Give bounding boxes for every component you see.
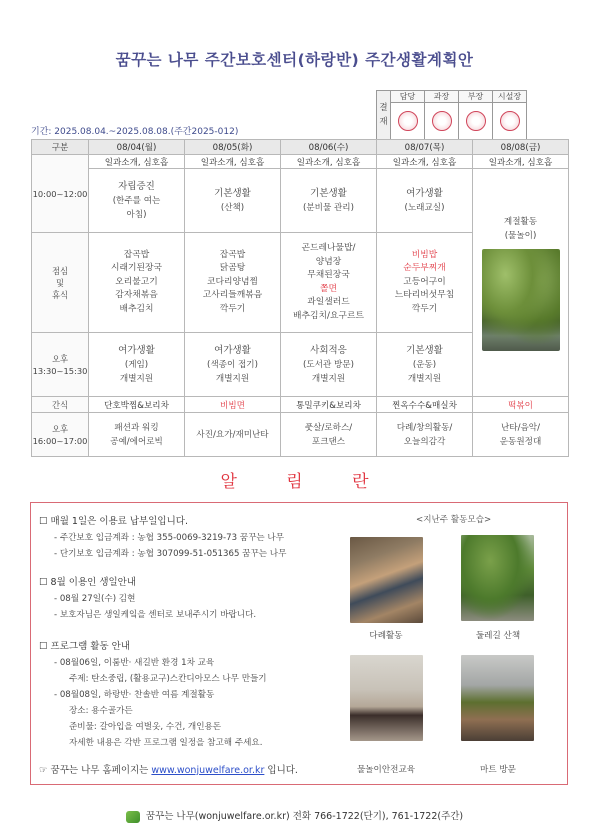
activity-name: 여가생활: [406, 187, 443, 199]
notice-line: - 08월06일, 이룸반· 새길반 환경 1차 교육: [54, 658, 215, 668]
tea-ceremony-photo: [350, 537, 423, 623]
activity-name: 기본생활: [214, 187, 251, 199]
approval-role: 부장: [459, 91, 493, 103]
homepage-link[interactable]: www.wonjuwelfare.or.kr: [151, 765, 265, 776]
day-header: 08/06(수): [281, 140, 377, 155]
menu-item: 감자채볶음: [115, 290, 158, 301]
program-lines: [39, 655, 267, 751]
intro-cell: 일과소개, 심호흡: [281, 155, 377, 169]
activity-support: 개별지원: [407, 373, 442, 384]
activity-detail: 아침): [126, 209, 147, 220]
late-activity: 사진/요가/재미난타: [196, 429, 269, 440]
mart-visit-photo: [461, 655, 534, 741]
notice-heading-program: ☐ 프로그램 활동 안내: [39, 641, 130, 652]
morning-cell: [281, 169, 377, 233]
activity-detail: (산책): [220, 202, 245, 213]
seal-stamp-icon: [432, 111, 452, 131]
lunch-label-line: 휴식: [51, 289, 69, 300]
late-activity: 공예/에어로빅: [110, 436, 163, 447]
activity-name: 여가생활: [214, 344, 251, 356]
program-notice: [39, 638, 267, 751]
activity-detail: (물놀이): [504, 230, 537, 241]
lunch-cell: [377, 233, 473, 333]
header-label: 구분: [32, 140, 89, 155]
outing-photo: [482, 249, 560, 351]
row-label-morning: 10:00~12:00: [32, 155, 89, 233]
approval-sign-cell: [391, 103, 425, 140]
notice-line: 장소: 용수골가든: [69, 706, 133, 716]
menu-item: 시래기된장국: [111, 263, 162, 274]
approval-sign-cell: [425, 103, 459, 140]
late-activity: 다례/창의활동/: [396, 422, 453, 433]
lunch-cell: [185, 233, 281, 333]
schedule-period: 기간: 2025.08.04.~2025.08.08.(주간2025-012): [31, 127, 239, 137]
activity-detail: (분비물 관리): [303, 202, 354, 213]
menu-item: 느타리버섯무침: [394, 290, 455, 301]
late-cell: [377, 413, 473, 457]
morning-cell: [89, 169, 185, 233]
day-header: 08/04(월): [89, 140, 185, 155]
homepage-suffix: 입니다.: [267, 765, 298, 776]
approval-side-label: 결재: [377, 91, 391, 140]
approval-sign-cell: [459, 103, 493, 140]
snack-cell: 통밀쿠키&보리차: [281, 397, 377, 413]
afternoon-cell: [89, 333, 185, 397]
activity-detail: (게임): [124, 359, 149, 370]
activity-detail: (도서관 방문): [303, 359, 354, 370]
lunch-label-line: 및: [55, 277, 64, 288]
seal-stamp-icon: [398, 111, 418, 131]
activity-support: 개별지원: [311, 373, 346, 384]
approval-role: 과장: [425, 91, 459, 103]
afternoon-label-line: 오후: [51, 353, 69, 364]
homepage-prefix: ☞ 꿈꾸는 나무 홈페이지는: [39, 765, 149, 776]
afternoon-label-line: 13:30~15:30: [32, 365, 88, 376]
activity-detail: (한주를 여는: [112, 195, 161, 206]
late-activity: 난타/음악/: [501, 422, 540, 433]
menu-item: 순두부찌개: [403, 263, 446, 274]
snack-cell: 떡볶이: [473, 397, 569, 413]
approval-role: 시설장: [493, 91, 527, 103]
menu-item: 양념장: [315, 256, 342, 267]
notice-board: [30, 502, 568, 785]
day-header: 08/07(목): [377, 140, 473, 155]
menu-item: 쫄면: [320, 283, 337, 294]
intro-cell: 일과소개, 심호흡: [473, 155, 569, 169]
notice-line: 준비물: 갈아입을 여벌옷, 수건, 개인용돈: [69, 722, 222, 732]
day-header: 08/08(금): [473, 140, 569, 155]
late-cell: [473, 413, 569, 457]
recent-activities-title: <지난주 활동모습>: [416, 515, 492, 525]
snack-cell: 찐옥수수&매실차: [377, 397, 473, 413]
morning-cell: [185, 169, 281, 233]
late-cell: [281, 413, 377, 457]
row-label-snack: 간식: [32, 397, 89, 413]
page-title: 꿈꾸는 나무 주간보호센터(하랑반) 주간생활계획안: [115, 51, 474, 69]
activity-support: 개별지원: [119, 373, 154, 384]
afternoon-cell: [377, 333, 473, 397]
menu-item: 고사리들깨볶음: [202, 290, 263, 301]
snack-cell: 단호박찜&보리차: [89, 397, 185, 413]
menu-item: 고등어구이: [403, 276, 446, 287]
approval-sign-cell: [493, 103, 527, 140]
trail-walk-photo: [461, 535, 534, 621]
intro-cell: 일과소개, 심호흡: [89, 155, 185, 169]
notice-line: - 단기보호 입금계좌 : 농협 307099-51-051365 꿈꾸는 나무: [54, 549, 287, 559]
late-activity: 패션과 워킹: [114, 422, 159, 433]
menu-item: 잡곡밥: [219, 249, 246, 260]
snack-cell: 비빔면: [185, 397, 281, 413]
weekly-schedule-table: [31, 139, 569, 457]
menu-item: 배추김치: [119, 303, 154, 314]
menu-item: 닭곰탕: [219, 263, 246, 274]
activity-detail: (색종이 접기): [207, 359, 258, 370]
activity-support: 개별지원: [215, 373, 250, 384]
photo-caption: 물놀이안전교육: [356, 765, 416, 775]
activity-name: 기본생활: [310, 187, 347, 199]
row-label-afternoon: [32, 333, 89, 397]
notice-heading: 알 림 란: [220, 472, 391, 492]
notice-line: 주제: 탄소중립, (활용교구)스칸디아모스 나무 만들기: [69, 674, 267, 684]
lunch-cell: [281, 233, 377, 333]
notice-line: - 08월08일, 하랑반· 찬솔반 여름 계절활동: [54, 690, 215, 700]
afternoon-cell: [281, 333, 377, 397]
late-activity: 포크댄스: [311, 436, 346, 447]
lunch-cell: [89, 233, 185, 333]
notice-heading-fee: ☐ 매월 1일은 이용료 납부일입니다.: [39, 516, 188, 527]
menu-item: 곤드레나물밥/: [301, 243, 356, 253]
row-label-late-afternoon: [32, 413, 89, 457]
notice-line: - 보호자님은 생일케잌을 센터로 보내주시기 바랍니다.: [54, 610, 257, 620]
late-cell: [89, 413, 185, 457]
approval-role: 담당: [391, 91, 425, 103]
footer-text: 꿈꾸는 나무(wonjuwelfare.or.kr) 전화 766-1722(단기), 761-1722(주간): [145, 811, 464, 822]
fee-notice: [39, 513, 286, 562]
late-cell: [185, 413, 281, 457]
notice-heading-birthday: ☐ 8월 이용인 생일안내: [39, 577, 137, 588]
activity-detail: (운동): [412, 359, 437, 370]
menu-item: 잡곡밥: [123, 249, 150, 260]
menu-item: 과일샐러드: [307, 297, 350, 307]
late-label-line: 16:00~17:00: [32, 435, 88, 446]
activity-name: 자립증진: [118, 180, 155, 192]
photo-caption: 다례활동: [369, 631, 403, 641]
notice-line: 자세한 내용은 각반 프로그램 일정을 참고해 주세요.: [69, 738, 263, 748]
birthday-notice: [39, 574, 256, 623]
intro-cell: 일과소개, 심호흡: [377, 155, 473, 169]
morning-cell: [377, 169, 473, 233]
late-activity: 운동원정대: [499, 436, 542, 447]
afternoon-cell: [185, 333, 281, 397]
approval-box: [376, 90, 527, 140]
activity-name: 기본생활: [406, 344, 443, 356]
footer: [0, 808, 589, 823]
photo-caption: 둘레길 산책: [475, 631, 521, 641]
row-label-lunch: [32, 233, 89, 333]
menu-item: 코다리양념찜: [207, 276, 258, 287]
water-safety-photo: [350, 655, 423, 741]
activity-name: 계절활동: [503, 216, 538, 227]
menu-item: 무채된장국: [307, 270, 350, 280]
activity-name: 여가생활: [118, 344, 155, 356]
menu-item: 배추김치/요구르트: [293, 310, 364, 321]
menu-item: 깍두기: [411, 303, 438, 314]
late-activity: 풋살/로하스/: [304, 422, 353, 433]
late-activity: 오늘의감각: [403, 436, 446, 447]
activity-name: 사회적응: [310, 344, 347, 356]
menu-item: 오리불고기: [115, 276, 158, 287]
homepage-line: [39, 762, 298, 776]
notice-line: - 주간보호 입금계좌 : 농협 355-0069-3219-73 꿈꾸는 나무: [54, 533, 285, 543]
menu-item: 비빔밥: [411, 249, 438, 260]
seal-stamp-icon: [466, 111, 486, 131]
late-label-line: 오후: [51, 423, 69, 434]
activity-detail: (노래교실): [404, 202, 445, 213]
photo-caption: 마트 방문: [480, 765, 516, 775]
lunch-label-line: 점심: [51, 265, 69, 276]
day-header: 08/05(화): [185, 140, 281, 155]
friday-activity-cell: [473, 169, 569, 397]
notice-line: - 08월 27일(수) 김현: [54, 594, 136, 604]
seal-stamp-icon: [500, 111, 520, 131]
intro-cell: 일과소개, 심호흡: [185, 155, 281, 169]
tree-logo-icon: [126, 811, 140, 823]
menu-item: 깍두기: [219, 303, 246, 314]
